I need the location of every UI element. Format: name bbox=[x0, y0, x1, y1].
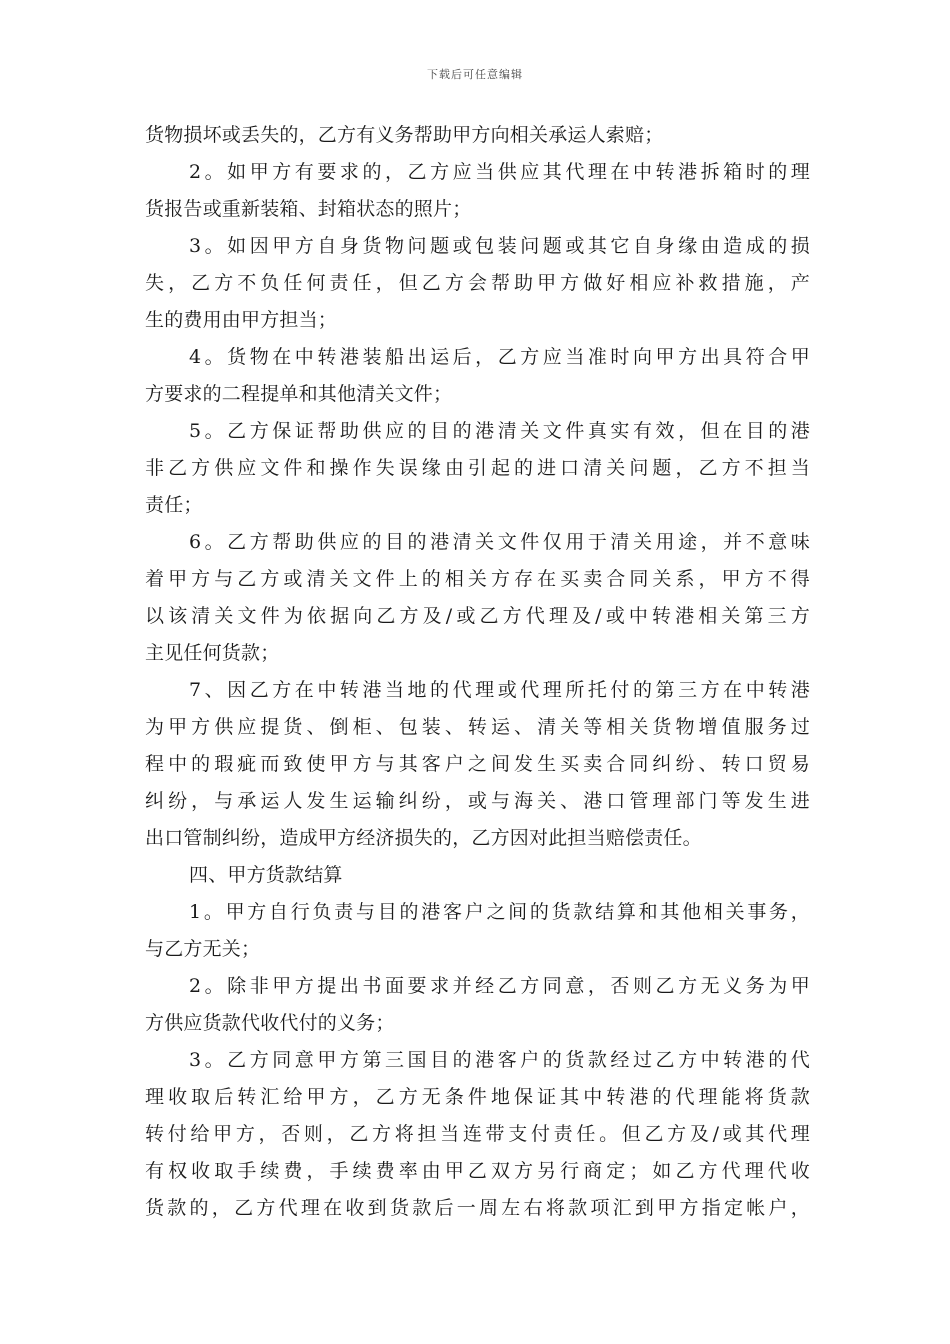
text-line: 程中的瑕疵而致使甲方与其客户之间发生买卖合同纠纷、转口贸易 bbox=[145, 753, 810, 775]
text-line: 非乙方供应文件和操作失误缘由引起的进口清关问题，乙方不担当 bbox=[145, 457, 810, 479]
text-line: 理收取后转汇给甲方，乙方无条件地保证其中转港的代理能将货款 bbox=[145, 1086, 810, 1108]
text-line: 失，乙方不负任何责任，但乙方会帮助甲方做好相应补救措施，产 bbox=[145, 272, 810, 294]
text-line: 7、因乙方在中转港当地的代理或代理所托付的第三方在中转港 bbox=[189, 679, 810, 701]
text-line: 2。除非甲方提出书面要求并经乙方同意，否则乙方无义务为甲 bbox=[189, 975, 810, 997]
page-header: 下载后可任意编辑 bbox=[427, 68, 523, 81]
text-line: 3。如因甲方自身货物问题或包装问题或其它自身缘由造成的损 bbox=[189, 235, 810, 257]
text-line: 有权收取手续费，手续费率由甲乙双方另行商定；如乙方代理代收 bbox=[145, 1160, 810, 1182]
text-line: 出口管制纠纷，造成甲方经济损失的，乙方因对此担当赔偿责任。 bbox=[145, 827, 702, 849]
text-line: 货款的，乙方代理在收到货款后一周左右将款项汇到甲方指定帐户， bbox=[145, 1197, 810, 1219]
text-line: 与乙方无关； bbox=[145, 938, 261, 960]
text-line: 生的费用由甲方担当； bbox=[145, 309, 338, 331]
text-line: 方要求的二程提单和其他清关文件； bbox=[145, 383, 453, 405]
text-line: 货报告或重新装箱、封箱状态的照片； bbox=[145, 198, 472, 220]
text-line: 4。货物在中转港装船出运后，乙方应当准时向甲方出具符合甲 bbox=[189, 346, 810, 368]
text-line: 1。甲方自行负责与目的港客户之间的货款结算和其他相关事务， bbox=[189, 901, 810, 923]
document-body bbox=[145, 117, 810, 1227]
text-line: 纠纷，与承运人发生运输纠纷，或与海关、港口管理部门等发生进 bbox=[145, 790, 810, 812]
text-line: 四、甲方货款结算 bbox=[189, 864, 343, 886]
text-line: 6。乙方帮助供应的目的港清关文件仅用于清关用途，并不意味 bbox=[189, 531, 810, 553]
text-line: 2。如甲方有要求的，乙方应当供应其代理在中转港拆箱时的理 bbox=[189, 161, 810, 183]
text-line: 为甲方供应提货、倒柜、包装、转运、清关等相关货物增值服务过 bbox=[145, 716, 810, 738]
text-line: 主见任何货款； bbox=[145, 642, 280, 664]
text-line: 3。乙方同意甲方第三国目的港客户的货款经过乙方中转港的代 bbox=[189, 1049, 810, 1071]
text-line: 转付给甲方，否则，乙方将担当连带支付责任。但乙方及/或其代理 bbox=[145, 1123, 810, 1145]
text-line: 着甲方与乙方或清关文件上的相关方存在买卖合同关系，甲方不得 bbox=[145, 568, 810, 590]
text-line: 货物损坏或丢失的，乙方有义务帮助甲方向相关承运人索赔； bbox=[145, 124, 664, 146]
text-line: 5。乙方保证帮助供应的目的港清关文件真实有效，但在目的港 bbox=[189, 420, 810, 442]
text-line: 方供应货款代收代付的义务； bbox=[145, 1012, 395, 1034]
text-line: 以该清关文件为依据向乙方及/或乙方代理及/或中转港相关第三方 bbox=[145, 605, 810, 627]
text-line: 责任； bbox=[145, 494, 203, 516]
